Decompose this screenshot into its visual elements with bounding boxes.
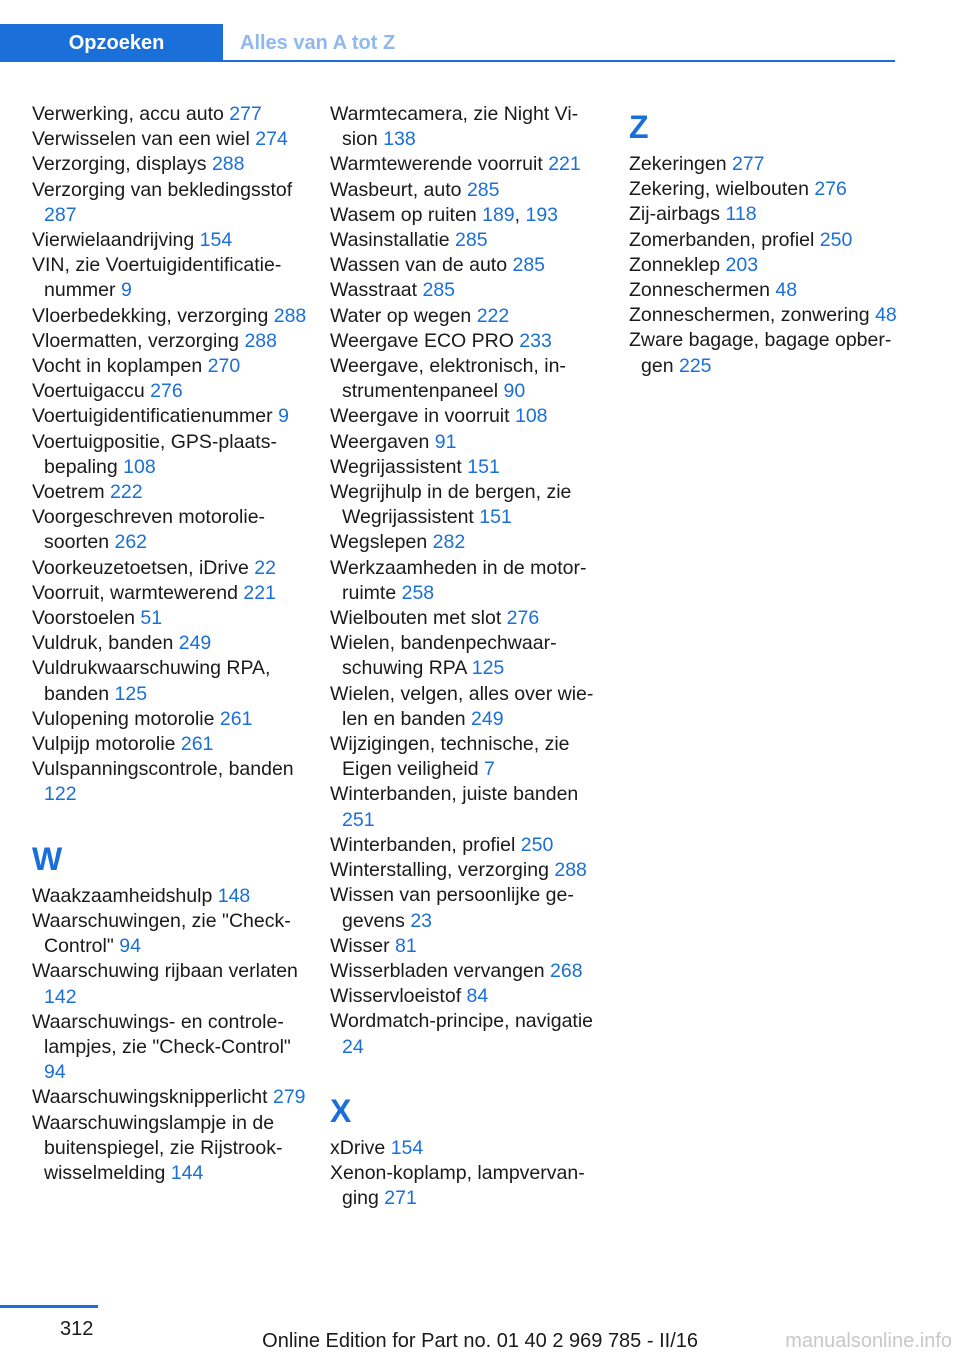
- index-term: Voorkeuzetoetsen, iDrive: [32, 556, 249, 579]
- page-link[interactable]: 138: [383, 128, 416, 151]
- index-term: Waarschuwingslampje in de buitenspiegel, zie Rijstrookwisselmelding: [32, 1111, 283, 1184]
- page-link[interactable]: 108: [123, 455, 156, 478]
- index-entry: [330, 480, 605, 530]
- index-entry: [330, 631, 605, 681]
- index-entry: [32, 556, 307, 581]
- page-link[interactable]: 48: [875, 304, 897, 327]
- page-link[interactable]: 142: [44, 985, 77, 1008]
- page-link[interactable]: 285: [422, 279, 456, 302]
- index-column-3: [629, 102, 904, 379]
- index-term: Wielen, velgen, alles over wielen en banden: [330, 682, 594, 730]
- page-link[interactable]: 288: [244, 329, 277, 352]
- index-term: Wijzigingen, technische, zie Eigen veiligheid: [330, 733, 570, 781]
- page-link[interactable]: 287: [44, 203, 77, 226]
- page-link[interactable]: 276: [150, 380, 183, 403]
- index-term: Waarschuwingen, zie "Check-Control": [32, 909, 291, 958]
- index-entry: [330, 782, 605, 832]
- index-entry: [32, 304, 307, 329]
- index-term: Wasem op ruiten: [330, 203, 477, 226]
- page-link[interactable]: 144: [170, 1161, 204, 1184]
- page-link[interactable]: 154: [199, 229, 233, 252]
- index-term: Water op wegen: [330, 304, 472, 327]
- index-entry: [32, 127, 307, 152]
- page-link[interactable]: 125: [114, 682, 148, 705]
- index-term: Zij-airbags: [629, 203, 721, 226]
- index-term: Zonneschermen, zonwering: [629, 304, 870, 327]
- index-term: Voertuigpositie, GPS-plaatsbepaling: [32, 430, 277, 478]
- page-link[interactable]: 94: [44, 1061, 66, 1084]
- page-link[interactable]: 84: [466, 985, 489, 1008]
- page-link[interactable]: 203: [725, 253, 759, 276]
- index-entry: [330, 102, 605, 152]
- index-entry: [32, 732, 307, 757]
- index-entry: [32, 959, 307, 1009]
- index-term: Weergaven: [330, 430, 430, 453]
- index-entry: [330, 530, 605, 555]
- index-entry: [32, 480, 307, 505]
- index-term: Wielbouten met slot: [330, 607, 502, 630]
- index-entry: [32, 379, 307, 404]
- page-link[interactable]: 261: [219, 707, 253, 730]
- page-link[interactable]: 9: [120, 279, 132, 302]
- index-term: Voetrem: [32, 481, 105, 504]
- index-term: Voertuigaccu: [32, 380, 145, 403]
- index-entry: [32, 102, 307, 127]
- page-link[interactable]: 90: [503, 380, 526, 403]
- index-entry: [330, 934, 605, 959]
- page-link[interactable]: 148: [217, 884, 251, 907]
- index-entry: [32, 354, 307, 379]
- index-term: Zonneklep: [629, 253, 721, 276]
- index-term: Zomerbanden, profiel: [629, 228, 815, 251]
- page-link[interactable]: 222: [476, 304, 510, 327]
- index-term: Verwisselen van een wiel: [32, 128, 250, 151]
- index-term: Vulpijp motorolie: [32, 733, 176, 756]
- page-link[interactable]: 277: [731, 153, 765, 175]
- index-term: Voorruit, warmtewerend: [32, 581, 238, 604]
- page-link[interactable]: 122: [44, 783, 77, 806]
- index-term: Wasbeurt, auto: [330, 178, 462, 201]
- index-entry: [32, 1111, 307, 1187]
- page-link[interactable]: 258: [401, 581, 435, 604]
- page-link[interactable]: 51: [140, 607, 163, 630]
- index-term: Wassen van de auto: [330, 254, 508, 277]
- page-link[interactable]: 48: [775, 279, 798, 302]
- index-term: VIN, zie Voertuigidentificatienummer: [32, 254, 282, 302]
- index-entry: [330, 329, 605, 354]
- index-term: xDrive: [330, 1136, 386, 1159]
- index-term: Waarschuwing rijbaan verlaten: [32, 960, 298, 983]
- page-link[interactable]: 288: [211, 153, 245, 176]
- index-term: Vulopening motorolie: [32, 707, 215, 730]
- page-link[interactable]: 23: [410, 909, 433, 932]
- page-link[interactable]: 108: [514, 405, 548, 428]
- tab-opzoeken[interactable]: Opzoeken: [0, 24, 223, 62]
- index-term: Vulspanningscontrole, banden: [32, 758, 294, 781]
- index-term: Zonneschermen: [629, 279, 770, 302]
- page-link[interactable]: 288: [554, 859, 587, 882]
- index-entry: [330, 455, 605, 480]
- page-link[interactable]: 189: [482, 203, 515, 226]
- index-entry: [330, 682, 605, 732]
- index-term: Verzorging, displays: [32, 153, 207, 176]
- index-entry: [32, 404, 307, 429]
- index-entry: [330, 1136, 605, 1161]
- index-entry: [629, 152, 904, 177]
- index-term: Weergave ECO PRO: [330, 329, 514, 352]
- index-entry: [629, 303, 904, 328]
- index-entry: [330, 178, 605, 203]
- page-link[interactable]: 249: [178, 632, 212, 655]
- page-link[interactable]: 274: [255, 128, 288, 151]
- index-entry: [32, 606, 307, 631]
- index-entry: [32, 909, 307, 959]
- index-term: Voertuigidentificatienummer: [32, 405, 273, 428]
- index-term: Zware bagage, bagage opbergen: [629, 329, 892, 377]
- index-term: Vocht in koplampen: [32, 355, 203, 378]
- page-link[interactable]: 222: [110, 481, 143, 504]
- index-entry: [32, 656, 307, 706]
- index-entry: [32, 757, 307, 807]
- header-bar: [0, 0, 960, 62]
- index-entry: [32, 505, 307, 555]
- index-entry: [629, 177, 904, 202]
- page-link[interactable]: 277: [229, 103, 262, 125]
- page-link[interactable]: 24: [342, 1035, 364, 1058]
- index-entry: [330, 833, 605, 858]
- index-term: Wegrijhulp in de bergen, zie Wegrijassistent: [330, 481, 572, 529]
- index-term: Wisservloeistof: [330, 985, 462, 1008]
- page-link[interactable]: 221: [548, 153, 581, 176]
- index-entry: [32, 152, 307, 177]
- index-entry: [330, 152, 605, 177]
- page-link[interactable]: 249: [471, 707, 504, 730]
- index-term: Werkzaamheden in de motorruimte: [330, 556, 587, 604]
- index-term: Zekering, wielbouten: [629, 178, 809, 201]
- index-entry: [32, 581, 307, 606]
- page-link[interactable]: 288: [273, 304, 307, 327]
- index-entry: [32, 253, 307, 303]
- index-term: Warmtewerende voorruit: [330, 153, 543, 176]
- index-entry: [629, 228, 904, 253]
- index-entry: [330, 430, 605, 455]
- index-term: Vloermatten, verzorging: [32, 329, 240, 352]
- index-entry: [330, 556, 605, 606]
- index-entry: [330, 404, 605, 429]
- index-entry: [330, 984, 605, 1009]
- index-entry: [32, 1085, 307, 1110]
- index-entry: [32, 329, 307, 354]
- index-entry: [330, 959, 605, 984]
- index-term: Wissen van persoonlijke gegevens: [330, 884, 574, 932]
- section-letter: Z: [629, 109, 649, 145]
- page-link[interactable]: 282: [432, 531, 466, 554]
- page-link[interactable]: 7: [484, 758, 495, 781]
- index-entry: Wasem op ruiten 189, 193: [330, 203, 559, 226]
- page-link[interactable]: 250: [520, 833, 554, 856]
- index-term: Weergave, elektronisch, instrumentenpaneel: [330, 355, 566, 403]
- page-link[interactable]: 154: [390, 1136, 424, 1159]
- index-term: Wisser: [330, 934, 390, 957]
- watermark: manualsonline.info: [785, 1330, 952, 1352]
- index-entry: [330, 858, 605, 883]
- page-link[interactable]: 151: [479, 506, 512, 529]
- page-link[interactable]: 250: [819, 228, 853, 251]
- page-link[interactable]: 285: [512, 254, 546, 277]
- index-entry: [32, 707, 307, 732]
- page-link[interactable]: 118: [725, 203, 757, 226]
- index-term: Vuldruk, banden: [32, 632, 174, 655]
- index-entry: [629, 253, 904, 278]
- page-link[interactable]: 271: [384, 1187, 417, 1210]
- page-link[interactable]: 268: [550, 959, 583, 982]
- index-term: Zekeringen: [629, 153, 727, 175]
- page-link[interactable]: 193: [525, 203, 559, 226]
- index-entry: [330, 253, 605, 278]
- page-link[interactable]: 276: [506, 607, 540, 630]
- index-entry: [330, 1161, 605, 1211]
- index-term: Vierwielaandrijving: [32, 229, 195, 252]
- index-term: Waakzaamheidshulp: [32, 884, 213, 907]
- page-link[interactable]: 285: [455, 229, 488, 252]
- index-column-1: [32, 102, 307, 1186]
- index-term: Wasstraat: [330, 279, 418, 302]
- page-number: 312: [60, 1318, 94, 1340]
- section-title: Alles van A tot Z: [240, 31, 396, 54]
- page-link[interactable]: 9: [278, 405, 289, 428]
- page-link[interactable]: 262: [114, 531, 148, 554]
- page-link[interactable]: 276: [814, 178, 847, 201]
- index-term: Voorgeschreven motoroliesoorten: [32, 506, 266, 554]
- section-letter: X: [330, 1092, 352, 1129]
- index-entry: [330, 278, 605, 303]
- index-entry: [330, 1009, 605, 1059]
- page-link[interactable]: 125: [471, 657, 505, 680]
- header-divider: [223, 60, 895, 62]
- page-link[interactable]: 221: [243, 581, 276, 604]
- index-term: Verwerking, accu auto: [32, 103, 224, 125]
- index-entry: [330, 354, 605, 404]
- index-term: Winterstalling, verzorging: [330, 859, 549, 882]
- index-entry: [32, 430, 307, 480]
- page-link[interactable]: 251: [342, 808, 375, 831]
- index-term: Wielen, bandenpechwaarschuwing RPA: [330, 632, 557, 680]
- page-link[interactable]: 22: [254, 556, 276, 579]
- footer-divider: [0, 1305, 98, 1308]
- page-link[interactable]: 151: [467, 455, 500, 478]
- index-term: Waarschuwingsknipperlicht: [32, 1086, 268, 1109]
- page-link[interactable]: 233: [519, 329, 552, 352]
- index-entry: [629, 278, 904, 303]
- index-term: Waarschuwings- en controlelampjes, zie "Check-Control": [32, 1010, 291, 1058]
- index-term: Wisserbladen vervangen: [330, 959, 545, 982]
- index-entry: [32, 228, 307, 253]
- page-link[interactable]: 270: [207, 355, 241, 378]
- index-term: Vloerbedekking, verzorging: [32, 304, 269, 327]
- page-link[interactable]: 94: [119, 935, 141, 958]
- index-entry: [32, 631, 307, 656]
- index-term: Wasinstallatie: [330, 229, 450, 252]
- edition-note: Online Edition for Part no. 01 40 2 969 785 - II/16: [262, 1330, 698, 1352]
- index-term: Warmtecamera, zie Night Vision: [330, 103, 579, 151]
- index-entry: [330, 228, 605, 253]
- index-term: Wegrijassistent: [330, 455, 462, 478]
- index-entry: [330, 606, 605, 631]
- index-entry: [629, 202, 904, 227]
- index-entry: [32, 884, 307, 909]
- index-entry: [629, 328, 904, 378]
- index-term: Voorstoelen: [32, 607, 135, 630]
- index-term: Winterbanden, juiste banden: [330, 783, 579, 806]
- index-term: Verzorging van bekledingsstof: [32, 178, 293, 201]
- index-term: Wordmatch-principe, navigatie: [330, 1010, 594, 1033]
- page-link[interactable]: 225: [678, 354, 712, 377]
- index-entry: [330, 732, 605, 782]
- index-column-2: [330, 102, 605, 1211]
- index-term: Wegslepen: [330, 531, 428, 554]
- page-link[interactable]: 91: [434, 430, 457, 453]
- index-entry: [32, 1010, 307, 1086]
- index-entry: [32, 178, 307, 228]
- index-entry: [330, 304, 605, 329]
- index-entry: [330, 883, 605, 933]
- page-link[interactable]: 81: [395, 934, 417, 957]
- page-link[interactable]: 279: [272, 1086, 306, 1109]
- index-term: Xenon-koplamp, lampvervanging: [330, 1161, 585, 1210]
- index-term: Vuldrukwaarschuwing RPA, banden: [32, 657, 271, 705]
- section-letter: W: [32, 840, 63, 877]
- page-link[interactable]: 285: [466, 178, 500, 201]
- page-link[interactable]: 261: [180, 733, 214, 756]
- index-term: Winterbanden, profiel: [330, 833, 516, 856]
- index-term: Weergave in voorruit: [330, 405, 510, 428]
